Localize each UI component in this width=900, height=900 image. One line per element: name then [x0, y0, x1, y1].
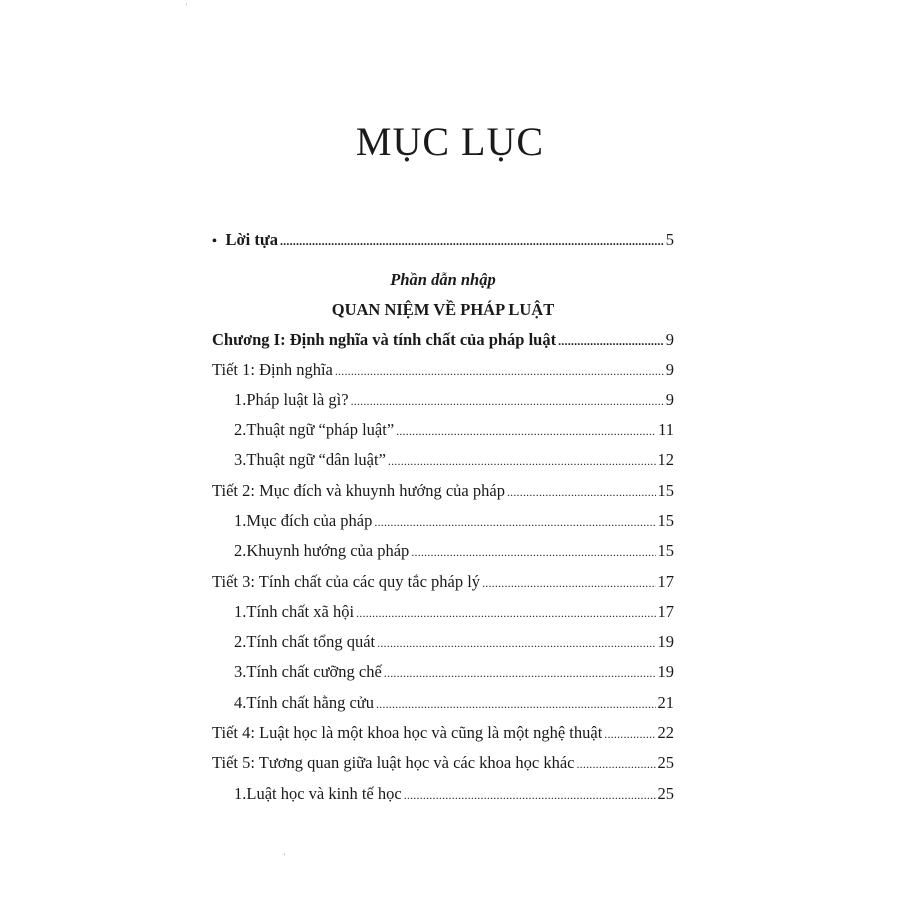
toc-entry-label: Tính chất cưỡng chế [246, 662, 382, 681]
toc-entry-chapter[interactable] [212, 330, 674, 350]
scan-mark: ' [284, 852, 286, 861]
leader-dots [388, 450, 656, 470]
toc-entry-number: 2. [234, 632, 247, 651]
toc-entry-page: 11 [658, 420, 674, 439]
toc-entry-page: 5 [665, 230, 674, 249]
toc-entry-page: 15 [657, 511, 674, 530]
leader-dots [280, 230, 664, 250]
toc-entry-page: 25 [657, 753, 674, 772]
toc-entry-item[interactable] [212, 390, 674, 410]
toc-entry-item[interactable] [212, 632, 674, 652]
toc-entry-number: 2. [234, 420, 247, 439]
leader-dots [335, 360, 664, 380]
toc-entry-label: Tiết 5: Tương quan giữa luật học và các khoa học khác [212, 753, 575, 772]
toc-entry-item[interactable] [212, 693, 674, 713]
toc-entry-number: 3. [234, 450, 247, 469]
toc-entry-page: 21 [657, 693, 674, 712]
toc-entry-label: Tính chất hằng cửu [246, 693, 374, 712]
toc-entry-preface[interactable] [212, 230, 674, 250]
scan-mark: ' [186, 2, 188, 11]
toc-entry-label: Tính chất tổng quát [246, 632, 376, 651]
leader-dots [604, 723, 655, 743]
leader-dots [377, 632, 655, 652]
toc-entry-section[interactable] [212, 481, 674, 501]
bullet-icon: • [212, 234, 217, 249]
toc-entry-page: 15 [657, 541, 674, 560]
toc-entry-label: Khuynh hướng của pháp [246, 541, 410, 560]
toc-entry-page: 19 [657, 662, 674, 681]
leader-dots [558, 330, 664, 350]
toc-entry-label: Tiết 1: Định nghĩa [212, 360, 333, 379]
toc-entry-section[interactable] [212, 723, 674, 743]
toc-entry-number: 3. [234, 662, 247, 681]
leader-dots [384, 662, 656, 682]
part-heading: QUAN NIỆM VỀ PHÁP LUẬT [331, 300, 555, 319]
toc-entry-label: Tiết 4: Luật học là một khoa học và cũng là một nghệ thuật [212, 723, 603, 742]
toc-entry-label: Tiết 3: Tính chất của các quy tắc pháp lý [212, 572, 481, 591]
leader-dots [351, 390, 664, 410]
toc-entry-number: 4. [234, 693, 247, 712]
toc-entry-number: 1. [234, 602, 247, 621]
toc-entry-item[interactable] [212, 784, 674, 804]
toc-entry-page: 9 [665, 390, 674, 409]
leader-dots [482, 572, 655, 592]
toc-entry-number: 2. [234, 541, 247, 560]
toc-entry-label: Tính chất xã hội [246, 602, 355, 621]
toc-entry-page: 17 [657, 572, 674, 591]
toc-entry-label: Mục đích của pháp [246, 511, 373, 530]
toc-entry-item[interactable] [212, 602, 674, 622]
leader-dots [411, 541, 655, 561]
toc-entry-section[interactable] [212, 360, 674, 380]
toc-entry-item[interactable] [212, 420, 674, 440]
toc-entry-item[interactable] [212, 450, 674, 470]
toc-entry-number: 1. [234, 511, 247, 530]
toc-entry-label: Pháp luật là gì? [246, 390, 349, 409]
leader-dots [396, 420, 656, 440]
toc-entry-label: Luật học và kinh tế học [246, 784, 402, 803]
leader-dots [376, 693, 656, 713]
toc-entry-item[interactable] [212, 662, 674, 682]
toc-entry-page: 15 [657, 481, 674, 500]
leader-dots [404, 784, 656, 804]
toc-entry-item[interactable] [212, 541, 674, 561]
toc-entry-page: 12 [657, 450, 674, 469]
toc-entry-item[interactable] [212, 511, 674, 531]
toc-entry-page: 22 [657, 723, 674, 742]
toc-entry-number: 1. [234, 784, 247, 803]
toc-entry-number: 1. [234, 390, 247, 409]
toc-entry-page: 19 [657, 632, 674, 651]
toc-entry-label: Tiết 2: Mục đích và khuynh hướng của pháp [212, 481, 505, 500]
toc-entry-label: Lời tựa [225, 230, 278, 249]
page-title: MỤC LỤC [355, 119, 545, 164]
toc-entry-section[interactable] [212, 572, 674, 592]
part-subtitle: Phần dẫn nhập [390, 270, 496, 289]
toc-entry-label: Thuật ngữ “dân luật” [246, 450, 386, 469]
toc-entry-page: 17 [657, 602, 674, 621]
toc-entry-label: Thuật ngữ “pháp luật” [246, 420, 395, 439]
leader-dots [356, 602, 655, 622]
toc-entry-page: 9 [665, 330, 674, 349]
toc-entry-label: Chương I: Định nghĩa và tính chất của pháp luật [212, 330, 557, 349]
leader-dots [507, 481, 656, 501]
toc-entry-page: 25 [657, 784, 674, 803]
toc-entry-section[interactable] [212, 753, 674, 773]
leader-dots [374, 511, 655, 531]
toc-entry-page: 9 [665, 360, 674, 379]
leader-dots [576, 753, 655, 773]
